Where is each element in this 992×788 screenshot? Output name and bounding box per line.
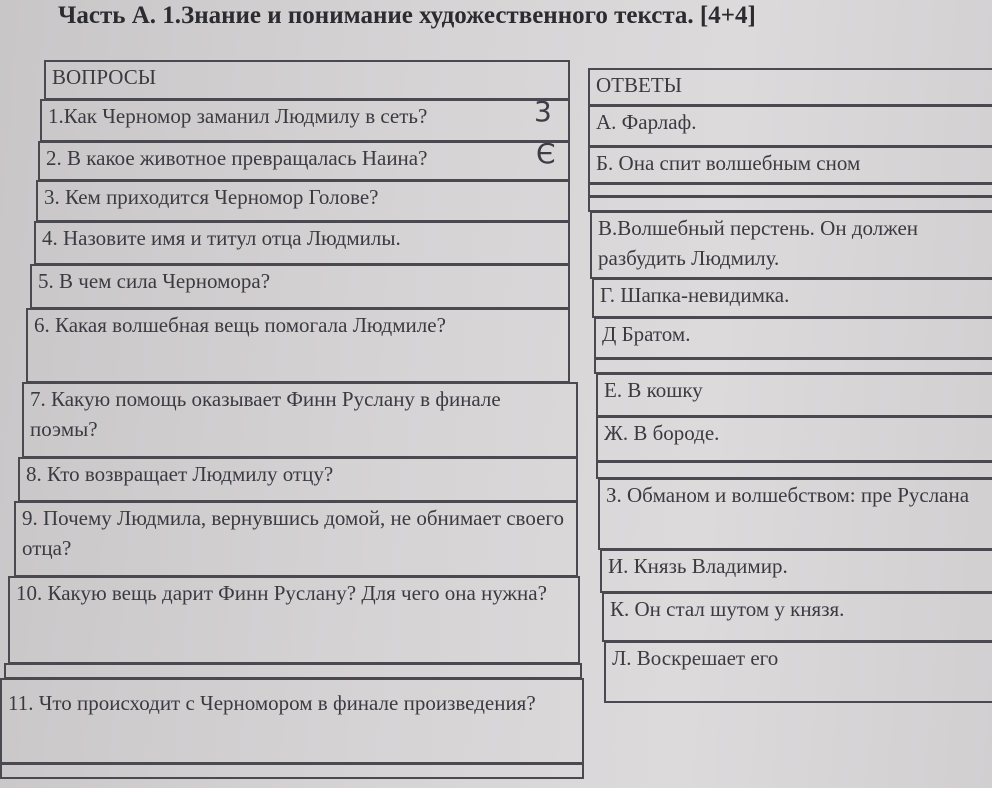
answers-header: ОТВЕТЫ — [588, 68, 992, 106]
answer-row: Л. Воскрешает его — [604, 641, 992, 703]
question-row: 2. В какое животное превращалась Наина? Є — [38, 141, 570, 181]
question-row: 6. Какая волшебная вещь помогала Людмиле? — [26, 308, 570, 383]
section-title: Часть А. 1.Знание и понимание художественного текста. [4+4] — [58, 2, 756, 29]
answer-row: З. Обманом и волшебством: пре Руслана — [598, 478, 992, 550]
question-row: 4. Назовите имя и титул отца Людмилы. — [34, 221, 570, 265]
blank-row — [588, 196, 992, 212]
question-row: 5. В чем сила Черномора? — [30, 264, 570, 309]
question-row: 7. Какую помощь оказывает Финн Руслану в финале поэмы? — [22, 382, 578, 458]
blank-row — [596, 461, 992, 479]
question-row: 8. Кто возвращает Людмилу отцу? — [18, 457, 578, 502]
blank-row — [588, 183, 992, 197]
answer-row: К. Он стал шутом у князя. — [602, 592, 992, 642]
answer-row: Г. Шапка-невидимка. — [592, 278, 992, 318]
handwritten-mark: Є — [536, 141, 556, 170]
question-row: 1.Как Черномор заманил Людмилу в сеть? 3 — [40, 99, 570, 142]
handwritten-mark: 3 — [534, 99, 552, 128]
answer-row: Ж. В бороде. — [596, 416, 992, 462]
question-row: 9. Почему Людмила, вернувшись домой, не обнимает своего отца? — [14, 501, 578, 577]
answer-row: В.Волшебный перстень. Он должен разбудить Людмилу. — [590, 211, 992, 279]
answer-row: Б. Она спит волшебным сном — [588, 146, 992, 184]
question-row: 10. Какую вещь дарит Финн Руслану? Для чего она нужна? — [8, 576, 580, 664]
blank-row — [0, 763, 584, 779]
blank-row — [594, 358, 992, 374]
answer-row: Д Братом. — [594, 317, 992, 359]
answer-row: И. Князь Владимир. — [600, 549, 992, 593]
questions-header: ВОПРОСЫ — [44, 60, 570, 100]
blank-row — [4, 663, 582, 679]
question-row: 11. Что происходит с Черномором в финале произведения? — [0, 678, 584, 764]
answer-row: А. Фарлаф. — [588, 105, 992, 147]
answer-row: Е. В кошку — [596, 373, 992, 417]
question-row: 3. Кем приходится Черномор Голове? — [36, 180, 570, 222]
